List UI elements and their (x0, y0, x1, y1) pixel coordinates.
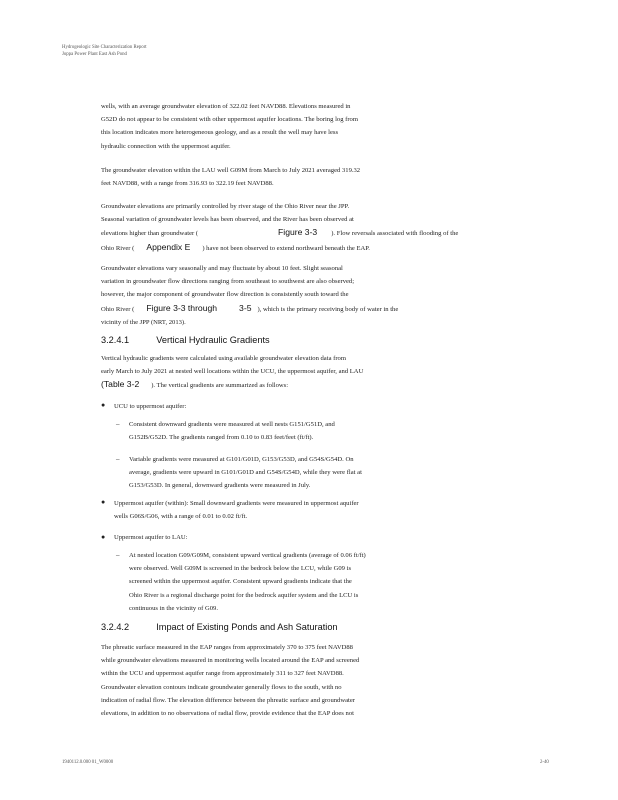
sub-bullet-item (129, 418, 529, 444)
bullet-item (114, 497, 514, 523)
paragraph-3 (101, 200, 501, 255)
figure-reference-link[interactable]: Figure 3-3 through (146, 302, 218, 313)
section-heading (101, 335, 270, 345)
sub-bullet-item (129, 453, 529, 493)
text-line: The phreatic surface measured in the EAP ranges from approximately 370 to 375 feet NAVD88 (101, 644, 353, 651)
text-line: UCU to uppermost aquifer: (114, 403, 187, 410)
text-line: continuous in the vicinity of G09. (129, 604, 219, 612)
bullet-marker: ● (101, 533, 106, 541)
text-line: Seasonal variation of groundwater levels has been observed, and the River has been observed at (101, 216, 354, 224)
section-title: Vertical Hydraulic Gradients (156, 335, 270, 345)
text-line: vicinity of the JPP (NRT, 2013). (101, 318, 186, 326)
text-line: variation in groundwater flow directions ranging from southeast to southwest are also observed; (101, 278, 355, 286)
text-line: Groundwater elevation contours indicate groundwater generally flows to the south, with no (101, 683, 342, 691)
text-line: Consistent downward gradients were measured at well nests G151/G51D, and (129, 421, 335, 428)
text-line: The groundwater elevation within the LAU well G09M from March to July 2021 averaged 319.32 (101, 167, 361, 174)
text-line: screened within the uppermost aquifer. Consistent upward gradients indicate that the (129, 578, 352, 586)
text-line: elevations higher than groundwater ( Figure 3-3 ). Flow reversals associated with flooding of the (101, 227, 459, 238)
running-header (62, 44, 147, 58)
text-line: wells, with an average groundwater elevation of 322.02 feet NAVD88. Elevations measured in (101, 103, 351, 110)
paragraph-1 (101, 100, 501, 153)
dash-marker: – (116, 420, 120, 428)
text-line: Vertical hydraulic gradients were calculated using available groundwater elevation data from (101, 355, 346, 362)
text-line: this location indicates more heterogeneous geology, and as a result the well may have less (101, 129, 339, 137)
dash-marker: – (116, 551, 120, 559)
dash-marker: – (116, 455, 120, 463)
paragraph-5 (101, 352, 501, 393)
text-line: G153/G53D. In general, downward gradients were measured in July. (129, 482, 311, 490)
section-heading (101, 622, 338, 632)
text-line: average, gradients were upward in G101/G01D and G54S/G54D, while they were flat at (129, 469, 362, 477)
bullet-marker: ● (101, 498, 106, 506)
text-line: hydraulic connection with the uppermost aquifer. (101, 142, 231, 150)
bullet-marker: ● (101, 401, 106, 409)
section-title: Impact of Existing Ponds and Ash Saturation (156, 622, 338, 632)
bullet-item (114, 400, 514, 413)
section-number: 3.2.4.1 (101, 335, 130, 345)
text-line: wells G06S/G06, with a range of 0.01 to 0.02 ft/ft. (114, 513, 248, 521)
text-line: early March to July 2021 at nested well locations within the UCU, the uppermost aquifer, and LAU (101, 368, 364, 376)
text-line: elevations, in addition to no observations of radial flow, provide evidence that the EAP does not (101, 710, 354, 718)
text-line: Variable gradients were measured at G101/G01D, G153/G53D, and G54S/G54D. On (129, 456, 354, 463)
section-number: 3.2.4.2 (101, 622, 130, 632)
text-line: G152B/G52D. The gradients ranged from 0.10 to 0.83 feet/feet (ft/ft). (129, 434, 314, 442)
sub-bullet-item (129, 549, 529, 615)
text-line: Ohio River is a regional discharge point for the bedrock aquifer system and the LCU is (129, 591, 359, 599)
paragraph-4 (101, 262, 501, 329)
text-line: while groundwater elevations measured in monitoring wells located around the EAP and screened (101, 657, 360, 665)
text-line: Ohio River ( Appendix E ) have not been observed to extend northward beneath the EAP. (101, 241, 370, 252)
text-line: within the UCU and uppermost aquifer range from approximately 311 to 327 feet NAVD88. (101, 670, 344, 678)
header-site-name: Joppa Power Plant East Ash Pond (62, 52, 127, 57)
text-line: (Table 3-2 ). The vertical gradients are summarized as follows: (101, 379, 289, 390)
text-line: Groundwater elevations vary seasonally and may fluctuate by about 10 feet. Slight seasonal (101, 265, 343, 272)
text-line: indication of radial flow. The elevation difference between the phreatic surface and groundwater (101, 696, 355, 704)
text-line: Uppermost aquifer (within): Small downward gradients were measured in uppermost aquifer (114, 500, 359, 507)
paragraph-2 (101, 164, 501, 190)
text-line: G52D do not appear to be consistent with other uppermost aquifer locations. The boring log from (101, 116, 358, 124)
footer-page-number: 2-40 (540, 760, 549, 765)
bullet-item (114, 531, 514, 544)
footer-document-id: 1940112.0.000 01_W0000 (62, 760, 114, 765)
text-line: Uppermost aquifer to LAU: (114, 534, 188, 541)
figure-reference-link[interactable]: Figure 3-3 (278, 227, 318, 238)
table-reference-link[interactable]: Table 3-2 (103, 379, 140, 390)
text-line: Ohio River ( Figure 3-3 through 3-5 ), which is the primary receiving body of water in the (101, 302, 399, 313)
appendix-reference-link[interactable]: Appendix E (146, 241, 191, 252)
text-line: were observed. Well G09M is screened in the bedrock below the LCU, while G09 is (129, 565, 352, 573)
text-line: feet NAVD88, with a range from 316.93 to 322.19 feet NAVD88. (101, 180, 274, 188)
paragraph-6 (101, 641, 501, 720)
text-line: At nested location G09/G09M, consistent upward vertical gradients (average of 0.06 ft/ft) (129, 552, 366, 559)
figure-reference-link[interactable]: 3-5 (239, 302, 252, 313)
text-line: however, the major component of groundwater flow direction is consistently south toward the (101, 291, 349, 299)
text-line: Groundwater elevations are primarily controlled by river stage of the Ohio River near the JPP. (101, 203, 350, 210)
header-report-title: Hydrogeologic Site Characterization Report (62, 45, 147, 50)
